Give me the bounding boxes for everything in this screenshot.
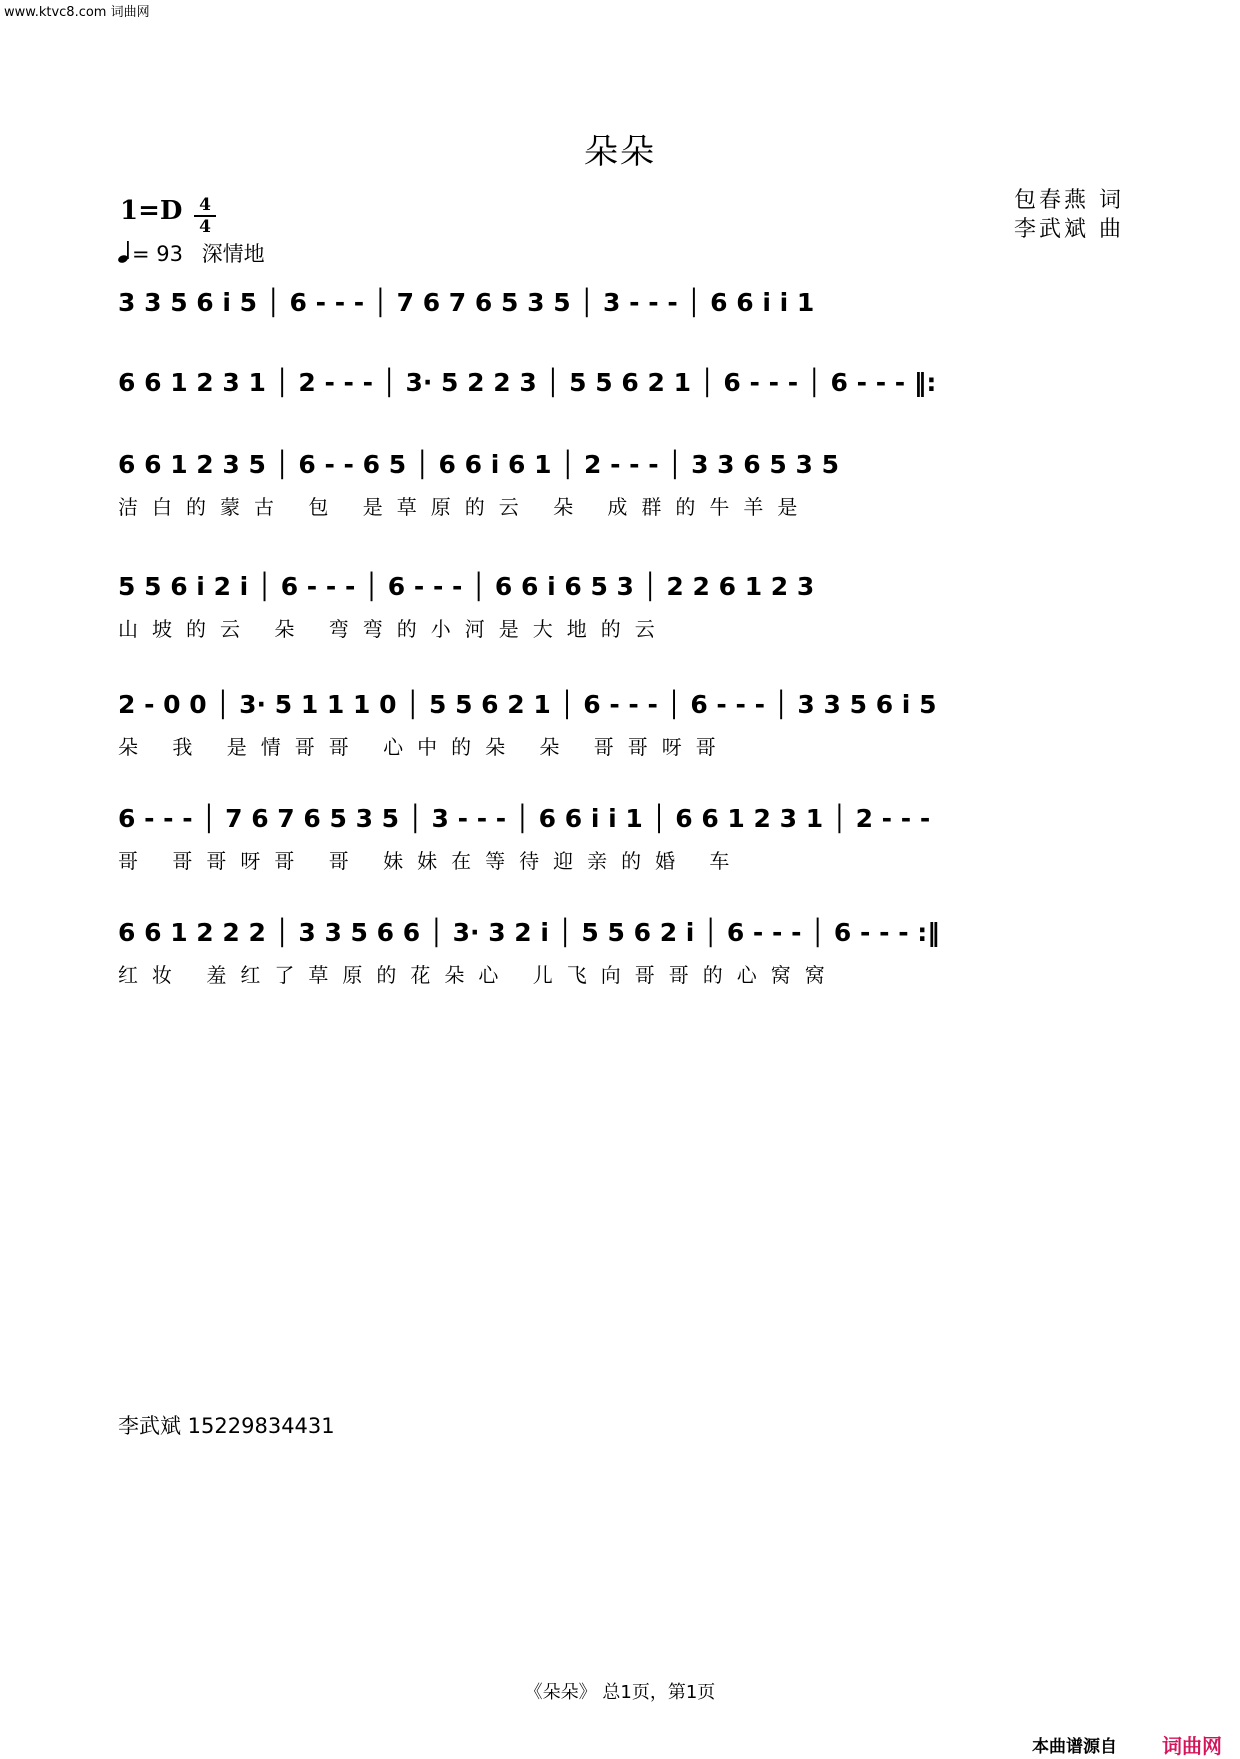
expression-marking: 深情地 bbox=[201, 242, 265, 266]
lyrics-line: 红妆 羞红了草原的花朵心 儿飞向哥哥的心窝窝 bbox=[118, 963, 839, 987]
source-label: 本曲谱源自 bbox=[1032, 1737, 1117, 1757]
tempo-marking bbox=[118, 238, 265, 268]
time-signature-top: 4 bbox=[199, 195, 211, 215]
notes-line: 5 5 6 i 2 i │ 6 - - - │ 6 - - - │ 6 6 i 6 5 3 │ 2 2 6 1 2 3 bbox=[118, 572, 815, 601]
notes-line: 3 3 5 6 i 5 │ 6 - - - │ 7 6 7 6 5 3 5 │ 3 - - - │ 6 6 i i 1 bbox=[118, 288, 815, 317]
lyricist: 包春燕 词 bbox=[1014, 188, 1124, 213]
site-header: www.ktvc8.com 词曲网 bbox=[4, 5, 150, 20]
lyrics-line: 朵 我 是情哥哥 心中的朵 朵 哥哥呀哥 bbox=[118, 735, 730, 759]
notes-line: 6 6 1 2 3 1 │ 2 - - - │ 3· 5 2 2 3 │ 5 5 6 2 1 │ 6 - - - │ 6 - - - ‖: bbox=[118, 368, 937, 397]
time-signature-bottom: 4 bbox=[199, 217, 211, 237]
site-logo[interactable]: 词曲网 bbox=[1162, 1734, 1222, 1758]
notes-line: 6 - - - │ 7 6 7 6 5 3 5 │ 3 - - - │ 6 6 i i 1 │ 6 6 1 2 3 1 │ 2 - - - bbox=[118, 804, 931, 833]
song-title: 朵朵 bbox=[584, 132, 656, 172]
notes-line: 6 6 1 2 2 2 │ 3 3 5 6 6 │ 3· 3 2 i │ 5 5 6 2 i │ 6 - - - │ 6 - - - :‖ bbox=[118, 918, 940, 947]
time-signature bbox=[194, 196, 216, 236]
lyrics-line: 山坡的云 朵 弯弯的小河是大地的云 bbox=[118, 617, 669, 641]
tempo-value: = 93 bbox=[132, 242, 183, 266]
composer: 李武斌 曲 bbox=[1014, 217, 1124, 242]
lyrics-line: 哥 哥哥呀哥 哥 妹妹在等待迎亲的婚 车 bbox=[118, 849, 744, 873]
notes-line: 2 - 0 0 │ 3· 5 1 1 1 0 │ 5 5 6 2 1 │ 6 - - - │ 6 - - - │ 3 3 5 6 i 5 bbox=[118, 690, 937, 719]
credits bbox=[1014, 186, 1124, 244]
notes-line: 6 6 1 2 3 5 │ 6 - - 6 5 │ 6 6 i 6 1 │ 2 - - - │ 3 3 6 5 3 5 bbox=[118, 450, 839, 479]
page-footer: 《朵朵》 总1页，第1页 bbox=[524, 1682, 716, 1703]
contact-info: 李武斌 15229834431 bbox=[118, 1414, 335, 1438]
key-signature: 1=D bbox=[120, 196, 183, 226]
lyrics-line: 洁白的蒙古 包 是草原的云 朵 成群的牛羊是 bbox=[118, 495, 812, 519]
quarter-note-icon bbox=[118, 240, 132, 264]
